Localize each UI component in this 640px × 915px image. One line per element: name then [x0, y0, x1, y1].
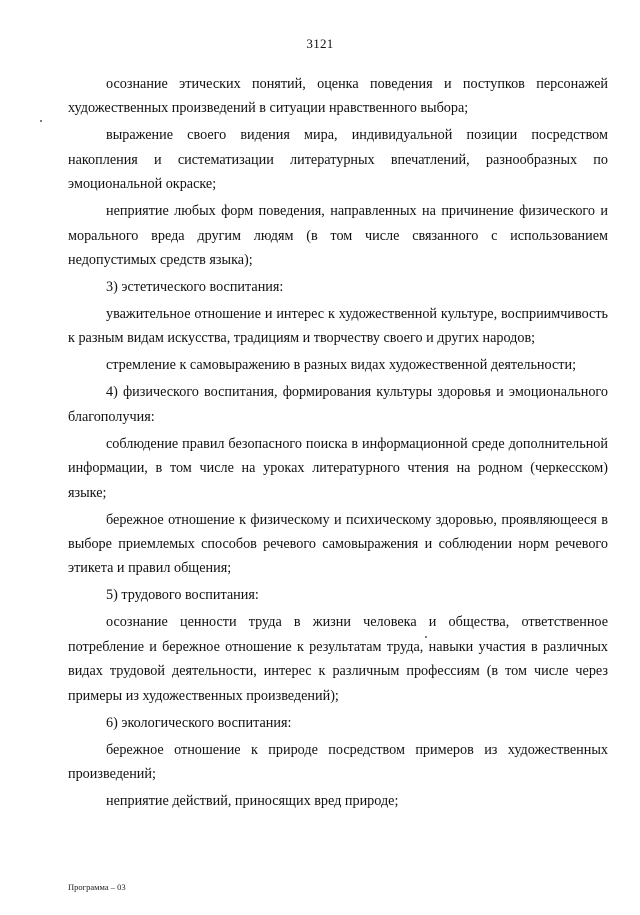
paragraph: выражение своего видения мира, индивидуальной позиции посредством накопления и систематизации литературных впечатлений, разнообразных по эмоциональной окраске; [68, 127, 608, 193]
section-heading: 5) трудового воспитания: [106, 587, 259, 604]
paragraph: осознание этических понятий, оценка поведения и поступков персонажей художественных произведений в ситуации нравственного выбора; [68, 76, 608, 117]
paragraph: бережное отношение к природе посредством примеров из художественных произведений; [68, 741, 608, 783]
paragraph: соблюдение правил безопасного поиска в информационной среде дополнительной информации, в том числе на уроках литературного чтения на родном (черкесском) языке; [68, 435, 608, 501]
scan-speck [425, 636, 427, 638]
paragraph: уважительное отношение и интерес к художественной культуре, восприимчивость к разным видам искусства, традициям и творчеству своего и других народов; [68, 306, 608, 347]
section-heading: 6) экологического воспитания: [106, 714, 292, 731]
paragraph: бережное отношение к физическому и психическому здоровью, проявляющееся в выборе приемлемых способов речевого самовыражения и соблюдении норм речевого этикета и правил общения; [68, 511, 608, 577]
paragraph: неприятие любых форм поведения, направленных на причинение физического и морального вреда другим людям (в том числе связанного с использованием недопустимых средств языка); [68, 203, 608, 269]
footer-label: Программа – 03 [68, 882, 126, 892]
section-heading: 4) физического воспитания, формирования культуры здоровья и эмоционального благополучия: [68, 384, 608, 425]
section-heading: 3) эстетического воспитания: [106, 279, 284, 296]
paragraph: стремление к самовыражению в разных видах художественной деятельности; [106, 357, 577, 374]
body-text [68, 72, 608, 816]
page-number: 3121 [306, 36, 334, 51]
scan-speck [40, 120, 42, 122]
paragraph: неприятие действий, приносящих вред природе; [106, 793, 399, 810]
paragraph: осознание ценности труда в жизни человека и общества, ответственное потребление и бережное отношение к результатам труда, навыки участия в различных видах трудовой деятельности, интерес к различным профессиям (в том числе через примеры из художественных произведений); [68, 614, 608, 704]
